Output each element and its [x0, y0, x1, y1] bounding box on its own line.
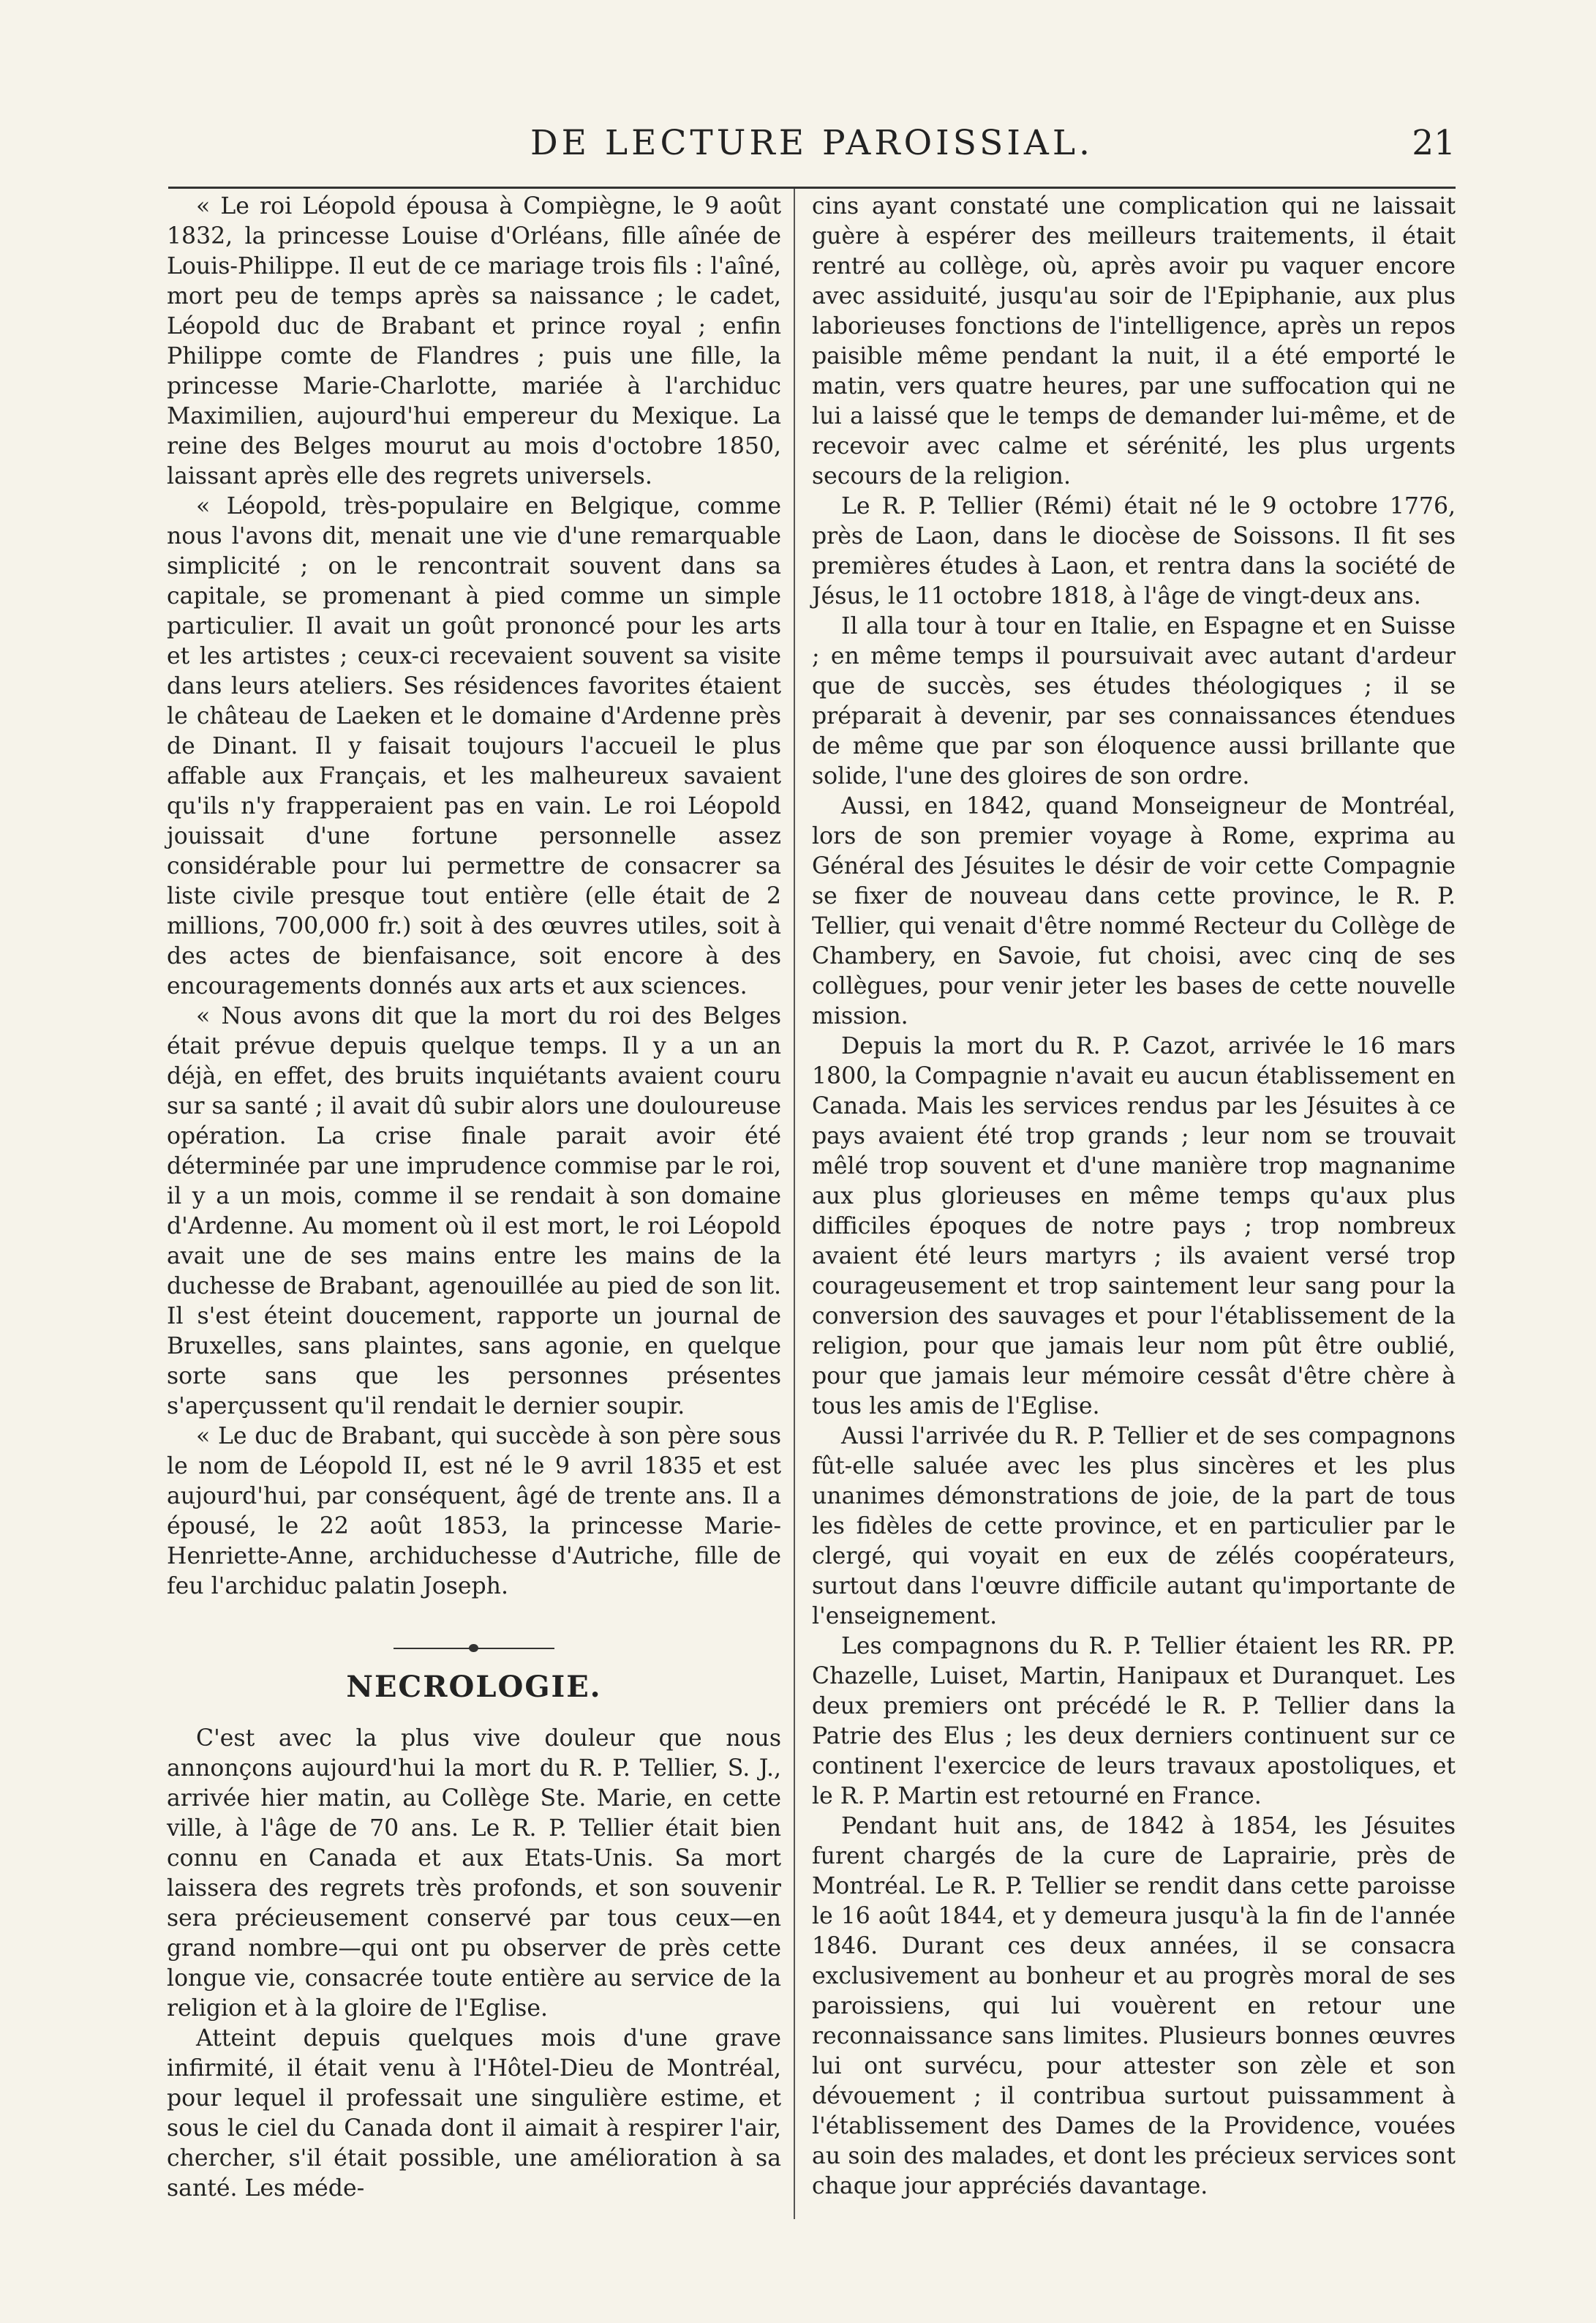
- paragraph-jesuits-canada: Depuis la mort du R. P. Cazot, arrivée le 16 mars 1800, la Compagnie n'avait eu aucun établissement en Canada. Mais les services rendus par les Jésuites à ce pays avaient été trop grands ; leur nom se trouvait mêlé trop souvent et d'une manière trop magnanime aux plus glorieuses en même temps qu'aux plus difficiles époques de notre pays ; trop nombreux avaient été leurs martyrs ; ils avaient versé trop courageusement et trop saintement leur sang pour la conversion des sauvages et pour l'établissement de la religion, pour que jamais leur nom pût être oublié, pour que jamais leur mémoire cessât d'être chère à tous les amis de l'Eglise.: [812, 1033, 1456, 1419]
- page-header: [168, 117, 1456, 176]
- paragraph-montreal-mission: Aussi, en 1842, quand Monseigneur de Montréal, lors de son premier voyage à Rome, exprima au Général des Jésuites le désir de voir cette Compagnie se fixer de nouveau dans cette province, le R. P. Tellier, qui venait d'être nommé Recteur du Collège de Chambery, en Savoie, fut choisi, avec cinq de ses collègues, pour venir jeter les bases de cette nouvelle mission.: [812, 793, 1456, 1029]
- paragraph-tellier-travels: Il alla tour à tour en Italie, en Espagne et en Suisse ; en même temps il poursuivait avec autant d'ardeur que de succès, ses études théologiques ; il se préparait à devenir, par ses connaissances étendues de même que par son éloquence aussi brillante que solide, l'une des gloires de son ordre.: [812, 613, 1456, 789]
- paragraph-leopold-marriage: « Le roi Léopold épousa à Compiègne, le 9 août 1832, la princesse Louise d'Orléans, fille aînée de Louis-Philippe. Il eut de ce mariage trois fils : l'aîné, mort peu de temps après sa naissance ; le cadet, Léopold duc de Brabant et prince royal ; enfin Philippe comte de Flandres ; puis une fille, la princesse Marie-Charlotte, mariée à l'archiduc Maximilien, aujourd'hui empereur du Mexique. La reine des Belges mourut au mois d'octobre 1850, laissant après elle des regrets universels.: [167, 193, 781, 489]
- paragraph-necrology-illness: Atteint depuis quelques mois d'une grave infirmité, il était venu à l'Hôtel-Dieu de Montréal, pour lequel il professait une singulière estime, et sous le ciel du Canada dont il aimait à respirer l'air, chercher, s'il était possible, une amélioration à sa santé. Les méde-: [167, 2025, 781, 2202]
- paragraph-continuation: cins ayant constaté une complication qui ne laissait guère à espérer des meilleurs traitements, il était rentré au collège, où, après avoir pu vaquer encore avec assiduité, jusqu'au soir de l'Epiphanie, aux plus laborieuses fonctions de l'intelligence, après un repos paisible même pendant la nuit, il a été emporté le matin, vers quatre heures, par une suffocation qui ne lui a laissé que le temps de demander lui-même, et de recevoir avec calme et sérénité, les plus urgents secours de la religion.: [812, 193, 1456, 489]
- section-heading-necrology: NECROLOGIE.: [346, 1670, 602, 1704]
- paragraph-laprairie: Pendant huit ans, de 1842 à 1854, les Jésuites furent chargés de la cure de Laprairie, près de Montréal. Le R. P. Tellier se rendit dans cette paroisse le 16 août 1844, et y demeura jusqu'à la fin de l'année 1846. Durant ces deux années, il se consacra exclusivement au bonheur et au progrès moral de ses paroissiens, qui lui vouèrent en retour une reconnaissance sans limites. Plusieurs bonnes œuvres lui ont survécu, pour attester son zèle et son dévouement ; il contribua surtout puissamment à l'établissement des Dames de la Providence, vouées au soin des malades, et dont les précieux services sont chaque jour appréciés davantage.: [812, 1813, 1456, 2199]
- paragraph-necrology-announcement: C'est avec la plus vive douleur que nous annonçons aujourd'hui la mort du R. P. Tellier, S. J., arrivée hier matin, au Collège Ste. Marie, en cette ville, à l'âge de 70 ans. Le R. P. Tellier était bien connu en Canada et aux Etats-Unis. Sa mort laissera des regrets très profonds, et son souvenir sera précieusement conservé par tous ceux—en grand nombre—qui ont pu observer de près cette longue vie, consacrée toute entière au service de la religion et à la gloire de l'Eglise.: [167, 1725, 781, 2022]
- running-title: DE LECTURE PAROISSIAL.: [530, 123, 1094, 163]
- paragraph-tellier-birth: Le R. P. Tellier (Rémi) était né le 9 octobre 1776, près de Laon, dans le diocèse de Soissons. Il fit ses premières études à Laon, et rentra dans la société de Jésus, le 11 octobre 1818, à l'âge de vingt-deux ans.: [812, 493, 1456, 609]
- section-ornament: [394, 1644, 554, 1653]
- right-column: [812, 192, 1456, 2202]
- left-column: [167, 192, 781, 2204]
- page-number: 21: [1412, 123, 1456, 163]
- header-rule: [168, 187, 1456, 189]
- paragraph-companions: Les compagnons du R. P. Tellier étaient les RR. PP. Chazelle, Luiset, Martin, Hanipaux et Duranquet. Les deux premiers ont précédé le R. P. Tellier dans la Patrie des Elus ; les deux derniers continuent sur ce continent l'exercice de leurs travaux apostoliques, et le R. P. Martin est retourné en France.: [812, 1633, 1456, 1809]
- column-divider: [794, 189, 795, 2219]
- paragraph-arrival: Aussi l'arrivée du R. P. Tellier et de ses compagnons fût-elle saluée avec les plus sincères et les plus unanimes démonstrations de joie, de la part de tous les fidèles de cette province, et en particulier par le clergé, qui voyait en eux de zélés coopérateurs, surtout dans l'œuvre difficile autant qu'importante de l'enseignement.: [812, 1423, 1456, 1629]
- ornament-dot: [469, 1644, 478, 1652]
- paragraph-leopold-death: « Nous avons dit que la mort du roi des Belges était prévue depuis quelque temps. Il y a un an déjà, en effet, des bruits inquiétants avaient couru sur sa santé ; il avait dû subir alors une douloureuse opération. La crise finale parait avoir été déterminée par une imprudence commise par le roi, il y a un mois, comme il se rendait à son domaine d'Ardenne. Au moment où il est mort, le roi Léopold avait une de ses mains entre les mains de la duchesse de Brabant, agenouillée au pied de son lit. Il s'est éteint doucement, rapporte un journal de Bruxelles, sans plaintes, sans agonie, en quelque sorte sans que les personnes présentes s'aperçussent qu'il rendait le dernier soupir.: [167, 1003, 781, 1419]
- paragraph-duke-of-brabant: « Le duc de Brabant, qui succède à son père sous le nom de Léopold II, est né le 9 avril 1835 et est aujourd'hui, par conséquent, âgé de trente ans. Il a épousé, le 22 août 1853, la princesse Marie-Henriette-Anne, archiduchesse d'Autriche, fille de feu l'archiduc palatin Joseph.: [167, 1423, 781, 1599]
- paragraph-leopold-life: « Léopold, très-populaire en Belgique, comme nous l'avons dit, menait une vie d'une remarquable simplicité ; on le rencontrait souvent dans sa capitale, se promenant à pied comme un simple particulier. Il avait un goût prononcé pour les arts et les artistes ; ceux-ci recevaient souvent sa visite dans leurs ateliers. Ses résidences favorites étaient le château de Laeken et le domaine d'Ardenne près de Dinant. Il y faisait toujours l'accueil le plus affable aux Français, et les malheureux savaient qu'ils n'y frapperaient pas en vain. Le roi Léopold jouissait d'une fortune personnelle assez considérable pour lui permettre de consacrer sa liste civile presque tout entière (elle était de 2 millions, 700,000 fr.) soit à des œuvres utiles, soit à des actes de bienfaisance, soit encore à des encouragements donnés aux arts et aux sciences.: [167, 493, 781, 999]
